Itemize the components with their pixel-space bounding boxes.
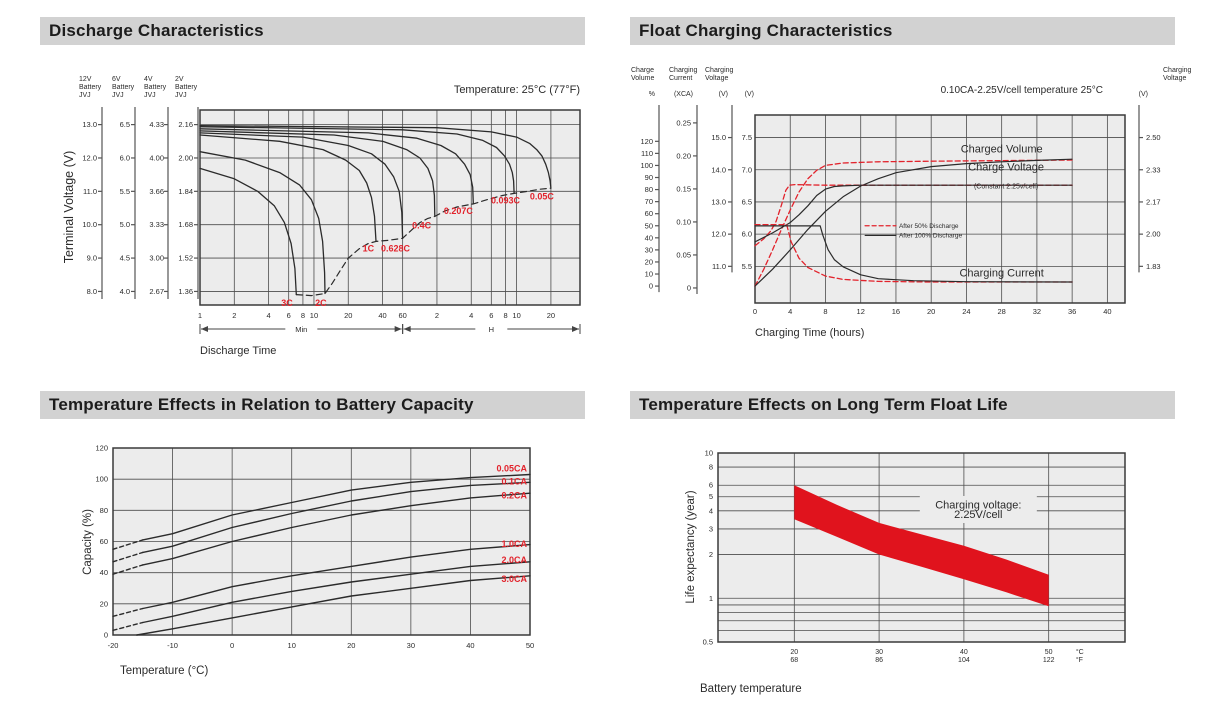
svg-text:2.25V/cell: 2.25V/cell bbox=[954, 508, 1003, 521]
svg-text:6.5: 6.5 bbox=[119, 120, 130, 130]
svg-text:After 100% Discharge: After 100% Discharge bbox=[898, 232, 963, 240]
svg-text:16: 16 bbox=[891, 307, 901, 316]
float-charging-chart bbox=[625, 55, 1195, 385]
svg-text:Terminal Voltage (V): Terminal Voltage (V) bbox=[62, 150, 76, 264]
svg-text:70: 70 bbox=[644, 197, 653, 207]
svg-text:6.5: 6.5 bbox=[741, 197, 752, 207]
svg-text:1.52: 1.52 bbox=[178, 253, 193, 263]
svg-text:50: 50 bbox=[525, 641, 535, 650]
x-ticks bbox=[753, 307, 1112, 316]
svg-text:1.0CA: 1.0CA bbox=[501, 538, 528, 549]
svg-text:86: 86 bbox=[875, 657, 884, 664]
svg-text:JVJ: JVJ bbox=[144, 92, 156, 99]
svg-text:30: 30 bbox=[875, 649, 884, 656]
x-axis-title bbox=[755, 327, 864, 339]
svg-text:H: H bbox=[488, 324, 495, 334]
y-ticks bbox=[95, 444, 108, 640]
svg-text:4.33: 4.33 bbox=[149, 120, 164, 130]
svg-text:8: 8 bbox=[823, 307, 828, 316]
x-axis-title bbox=[120, 665, 208, 677]
svg-text:Current: Current bbox=[669, 75, 693, 82]
svg-text:0.5: 0.5 bbox=[702, 637, 713, 647]
svg-text:60: 60 bbox=[398, 311, 407, 320]
svg-text:Charging: Charging bbox=[1163, 67, 1192, 74]
svg-text:40: 40 bbox=[99, 568, 108, 578]
section-title-float-charging: Float Charging Characteristics bbox=[630, 17, 1175, 45]
svg-text:20: 20 bbox=[790, 649, 799, 656]
y-ticks bbox=[703, 449, 713, 647]
svg-text:36: 36 bbox=[1067, 307, 1077, 316]
svg-text:4: 4 bbox=[266, 311, 271, 320]
x-ticks bbox=[790, 648, 1083, 664]
svg-text:0: 0 bbox=[648, 281, 653, 291]
svg-text:1C: 1C bbox=[362, 243, 375, 254]
svg-text:3.0CA: 3.0CA bbox=[501, 573, 528, 584]
unit-spans bbox=[200, 324, 580, 334]
svg-text:Battery: Battery bbox=[112, 84, 135, 91]
svg-text:0: 0 bbox=[686, 283, 691, 293]
svg-text:0: 0 bbox=[230, 641, 235, 650]
svg-text:28: 28 bbox=[997, 307, 1006, 316]
svg-text:Charging Current: Charging Current bbox=[959, 267, 1044, 280]
svg-text:Battery: Battery bbox=[144, 84, 167, 91]
charging-note bbox=[941, 85, 1103, 96]
svg-text:12V: 12V bbox=[79, 76, 92, 83]
svg-text:20: 20 bbox=[644, 257, 653, 267]
svg-text:50: 50 bbox=[644, 221, 653, 231]
svg-text:Charged Volume: Charged Volume bbox=[960, 143, 1043, 156]
svg-text:30: 30 bbox=[644, 245, 653, 255]
svg-text:122: 122 bbox=[1042, 657, 1055, 664]
svg-text:40: 40 bbox=[378, 311, 387, 320]
x-ticks bbox=[108, 641, 535, 650]
x-axis-title bbox=[700, 683, 802, 695]
svg-text:40: 40 bbox=[644, 233, 653, 243]
svg-text:2: 2 bbox=[434, 311, 440, 320]
svg-text:60: 60 bbox=[644, 209, 653, 219]
temp-capacity-chart bbox=[35, 430, 605, 720]
right-scale-column bbox=[1139, 67, 1192, 272]
svg-text:2.00: 2.00 bbox=[178, 153, 193, 163]
svg-text:1: 1 bbox=[708, 593, 713, 603]
svg-text:5.5: 5.5 bbox=[119, 186, 130, 196]
svg-text:6.0: 6.0 bbox=[119, 153, 130, 163]
svg-text:8: 8 bbox=[503, 311, 508, 320]
svg-text:2V: 2V bbox=[175, 76, 184, 83]
svg-text:After 50% Discharge: After 50% Discharge bbox=[898, 222, 959, 230]
svg-text:1.83: 1.83 bbox=[1146, 261, 1161, 271]
svg-text:4: 4 bbox=[469, 311, 474, 320]
svg-text:0.25: 0.25 bbox=[676, 118, 691, 128]
svg-text:1.84: 1.84 bbox=[178, 186, 193, 196]
voltage-scale-columns bbox=[79, 76, 198, 299]
svg-text:1.68: 1.68 bbox=[178, 220, 193, 230]
section-title-discharge: Discharge Characteristics bbox=[40, 17, 585, 45]
svg-text:8.0: 8.0 bbox=[86, 286, 97, 296]
svg-text:4V: 4V bbox=[144, 76, 153, 83]
svg-text:0.1CA: 0.1CA bbox=[501, 476, 528, 487]
discharge-chart bbox=[35, 55, 605, 385]
svg-text:40: 40 bbox=[959, 649, 968, 656]
svg-text:6: 6 bbox=[489, 311, 494, 320]
svg-text:1: 1 bbox=[197, 311, 203, 320]
svg-text:100: 100 bbox=[640, 160, 653, 170]
float-life-chart bbox=[625, 430, 1195, 720]
svg-text:0.05: 0.05 bbox=[676, 250, 691, 260]
svg-text:5.5: 5.5 bbox=[741, 261, 752, 271]
svg-text:(Constant 2.25v/cell): (Constant 2.25v/cell) bbox=[973, 183, 1039, 191]
svg-text:3.00: 3.00 bbox=[149, 253, 164, 263]
svg-text:110: 110 bbox=[641, 148, 653, 158]
svg-text:Charge Voltage: Charge Voltage bbox=[968, 161, 1044, 174]
svg-text:0.20: 0.20 bbox=[676, 151, 691, 161]
svg-text:10: 10 bbox=[704, 448, 713, 458]
svg-text:12.0: 12.0 bbox=[711, 229, 726, 239]
svg-text:-10: -10 bbox=[167, 641, 178, 650]
svg-text:80: 80 bbox=[644, 185, 653, 195]
svg-text:30: 30 bbox=[406, 641, 416, 650]
svg-text:12: 12 bbox=[856, 307, 865, 316]
svg-text:10: 10 bbox=[644, 269, 653, 279]
svg-text:Battery: Battery bbox=[175, 84, 198, 91]
svg-text:0.10CA-2.25V/cell temperature: 0.10CA-2.25V/cell temperature 25°C bbox=[940, 85, 1103, 96]
svg-text:4.00: 4.00 bbox=[149, 153, 164, 163]
svg-text:4.5: 4.5 bbox=[119, 253, 130, 263]
svg-text:20: 20 bbox=[99, 599, 108, 609]
svg-text:Discharge Time: Discharge Time bbox=[200, 345, 277, 357]
svg-text:4.0: 4.0 bbox=[119, 286, 130, 296]
left-scale-columns bbox=[631, 67, 754, 294]
svg-text:Voltage: Voltage bbox=[705, 75, 729, 82]
svg-text:0.207C: 0.207C bbox=[443, 206, 473, 217]
svg-text:10: 10 bbox=[512, 311, 521, 320]
svg-text:(V): (V) bbox=[744, 91, 754, 98]
svg-text:4: 4 bbox=[708, 506, 713, 516]
svg-text:(XCA): (XCA) bbox=[673, 91, 693, 98]
svg-text:2.17: 2.17 bbox=[1146, 197, 1161, 207]
svg-text:50: 50 bbox=[1044, 649, 1053, 656]
svg-text:8: 8 bbox=[300, 311, 306, 320]
svg-text:40: 40 bbox=[1103, 307, 1112, 316]
svg-text:0.05CA: 0.05CA bbox=[496, 463, 528, 474]
svg-text:0.15: 0.15 bbox=[676, 184, 691, 194]
svg-text:12.0: 12.0 bbox=[82, 153, 97, 163]
svg-text:(V): (V) bbox=[1138, 91, 1148, 98]
svg-text:JVJ: JVJ bbox=[175, 92, 187, 99]
svg-text:JVJ: JVJ bbox=[112, 92, 124, 99]
svg-text:0: 0 bbox=[103, 630, 108, 640]
svg-text:4: 4 bbox=[788, 307, 793, 316]
svg-text:5.0: 5.0 bbox=[119, 220, 130, 230]
svg-text:0.4C: 0.4C bbox=[412, 220, 432, 231]
section-title-float-life: Temperature Effects on Long Term Float Life bbox=[630, 391, 1175, 419]
svg-text:13.0: 13.0 bbox=[82, 120, 97, 130]
svg-text:40: 40 bbox=[466, 641, 475, 650]
svg-text:6: 6 bbox=[286, 311, 291, 320]
svg-text:80: 80 bbox=[99, 505, 108, 515]
svg-text:9.0: 9.0 bbox=[86, 253, 97, 263]
svg-text:Life expectancy (year): Life expectancy (year) bbox=[685, 490, 697, 604]
svg-text:11.0: 11.0 bbox=[711, 261, 726, 271]
y-axis-title bbox=[62, 151, 76, 264]
svg-text:20: 20 bbox=[927, 307, 936, 316]
svg-text:6.0: 6.0 bbox=[741, 229, 752, 239]
svg-text:-20: -20 bbox=[107, 641, 119, 650]
svg-text:60: 60 bbox=[99, 537, 108, 546]
svg-text:Charging: Charging bbox=[669, 67, 698, 74]
svg-text:0: 0 bbox=[752, 307, 758, 316]
svg-text:15.0: 15.0 bbox=[711, 133, 726, 143]
svg-text:2.33: 2.33 bbox=[1146, 165, 1161, 175]
svg-text:7.0: 7.0 bbox=[741, 165, 752, 175]
svg-text:0.05C: 0.05C bbox=[529, 191, 554, 202]
svg-text:90: 90 bbox=[644, 173, 653, 183]
svg-text:0.10: 0.10 bbox=[676, 217, 691, 227]
svg-text:5: 5 bbox=[708, 492, 713, 502]
svg-text:(V): (V) bbox=[718, 91, 728, 98]
svg-text:20: 20 bbox=[347, 641, 356, 650]
svg-text:2.0CA: 2.0CA bbox=[501, 555, 528, 566]
y-axis-title bbox=[685, 490, 697, 603]
svg-text:°F: °F bbox=[1075, 657, 1083, 664]
svg-text:1.36: 1.36 bbox=[178, 286, 193, 296]
svg-text:14.0: 14.0 bbox=[711, 165, 726, 175]
svg-text:68: 68 bbox=[790, 657, 799, 664]
svg-text:7.5: 7.5 bbox=[741, 133, 752, 143]
svg-text:Charging Time (hours): Charging Time (hours) bbox=[755, 327, 865, 339]
svg-text:11.0: 11.0 bbox=[82, 186, 97, 196]
svg-text:3C: 3C bbox=[281, 297, 293, 308]
svg-text:2.50: 2.50 bbox=[1146, 133, 1161, 143]
x-axis-title bbox=[200, 345, 276, 357]
svg-text:2: 2 bbox=[708, 550, 713, 560]
svg-text:Voltage: Voltage bbox=[1163, 75, 1187, 82]
svg-text:2C: 2C bbox=[315, 297, 327, 308]
svg-text:Battery temperature: Battery temperature bbox=[700, 683, 802, 695]
svg-text:2.16: 2.16 bbox=[178, 120, 193, 130]
section-title-temp-capacity: Temperature Effects in Relation to Battery Capacity bbox=[40, 391, 585, 419]
y-axis-title bbox=[82, 509, 94, 575]
svg-text:Temperature (°C): Temperature (°C) bbox=[120, 665, 209, 677]
svg-text:Charge: Charge bbox=[631, 67, 654, 74]
svg-text:3.33: 3.33 bbox=[149, 220, 164, 230]
svg-text:8: 8 bbox=[708, 462, 713, 472]
svg-text:Volume: Volume bbox=[631, 75, 655, 82]
svg-text:2.67: 2.67 bbox=[149, 286, 164, 296]
svg-text:°C: °C bbox=[1075, 649, 1084, 656]
svg-text:100: 100 bbox=[95, 474, 108, 484]
svg-text:2: 2 bbox=[232, 311, 237, 320]
svg-text:120: 120 bbox=[95, 443, 108, 453]
svg-text:0.093C: 0.093C bbox=[491, 195, 521, 206]
svg-text:20: 20 bbox=[546, 311, 556, 320]
svg-text:Min: Min bbox=[295, 324, 308, 334]
annotation bbox=[920, 496, 1037, 523]
svg-text:0.2CA: 0.2CA bbox=[501, 490, 528, 501]
svg-text:10.0: 10.0 bbox=[82, 220, 97, 230]
svg-text:0.628C: 0.628C bbox=[381, 243, 411, 254]
svg-text:JVJ: JVJ bbox=[79, 92, 91, 99]
svg-text:Battery: Battery bbox=[79, 84, 102, 91]
svg-text:Capacity (%): Capacity (%) bbox=[82, 509, 94, 575]
x-ticks bbox=[198, 311, 555, 320]
svg-text:20: 20 bbox=[344, 311, 353, 320]
svg-text:Charging voltage:: Charging voltage: bbox=[935, 499, 1022, 512]
svg-text:Temperature: 25°C (77°F): Temperature: 25°C (77°F) bbox=[453, 84, 580, 96]
svg-text:104: 104 bbox=[958, 657, 970, 664]
svg-text:24: 24 bbox=[962, 307, 971, 316]
svg-text:2.00: 2.00 bbox=[1146, 229, 1161, 239]
svg-text:6V: 6V bbox=[112, 76, 121, 83]
svg-text:120: 120 bbox=[640, 136, 653, 146]
svg-text:%: % bbox=[648, 91, 655, 98]
svg-text:13.0: 13.0 bbox=[711, 197, 726, 207]
svg-text:Charging: Charging bbox=[705, 67, 734, 74]
svg-text:6: 6 bbox=[708, 480, 713, 490]
temperature-note bbox=[454, 84, 580, 96]
svg-text:32: 32 bbox=[1032, 307, 1042, 316]
svg-text:3: 3 bbox=[708, 524, 713, 534]
svg-text:10: 10 bbox=[287, 641, 296, 650]
svg-text:3.66: 3.66 bbox=[149, 186, 164, 196]
svg-text:10: 10 bbox=[309, 311, 319, 320]
